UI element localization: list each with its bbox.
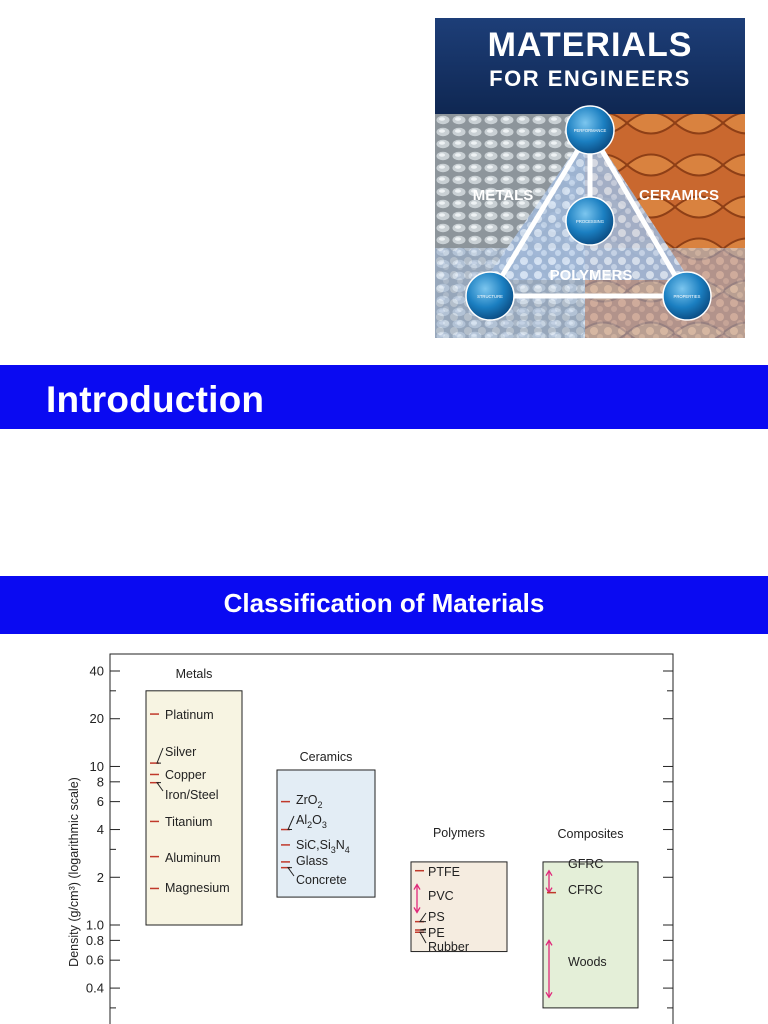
- group-title: Metals: [175, 667, 213, 681]
- classification-heading: Classification of Materials: [223, 588, 545, 618]
- material-label: PTFE: [428, 865, 460, 879]
- y-tick-label: 4: [96, 822, 104, 838]
- material-label: Glass: [296, 854, 328, 868]
- cover-ceramics-label: CERAMICS: [638, 187, 720, 204]
- material-label: PVC: [428, 889, 454, 903]
- material-label: Platinum: [165, 708, 214, 722]
- group-title: Ceramics: [299, 750, 353, 764]
- material-label: Titanium: [165, 815, 213, 829]
- cover-node-center-label: PROCESSING: [576, 219, 604, 224]
- group-ceramics: [277, 750, 375, 897]
- material-label: Woods: [568, 955, 607, 969]
- material-label: ZrO$_2$: [296, 793, 323, 810]
- group-polymers: [411, 826, 507, 954]
- y-tick-label: 20: [89, 711, 104, 727]
- y-tick-label: 0.6: [85, 952, 104, 968]
- material-label: Silver: [165, 745, 197, 759]
- y-tick-label: 6: [96, 794, 104, 810]
- y-tick-label: 0.4: [85, 980, 104, 996]
- cover-node-left-label: STRUCTURE: [477, 294, 503, 299]
- group-title: Polymers: [432, 826, 486, 840]
- y-tick-label: 40: [89, 663, 104, 679]
- cover-metals-label: METALS: [472, 187, 534, 204]
- material-label: Concrete: [296, 873, 347, 887]
- material-label: CFRC: [568, 883, 603, 897]
- material-label: PS: [428, 910, 445, 924]
- material-label: Aluminum: [165, 851, 221, 865]
- cover-node-top-label: PERFORMANCE: [573, 128, 607, 133]
- chart-groups: [146, 667, 638, 1008]
- material-label: Iron/Steel: [165, 788, 219, 802]
- cover-polymers-label: POLYMERS: [549, 267, 633, 284]
- cover-node-right-label: PROPERTIES: [673, 294, 701, 299]
- material-label: $Al_2O_3$: [296, 813, 327, 830]
- group-composites: [543, 827, 638, 1008]
- material-label: Copper: [165, 768, 206, 782]
- y-tick-label: 0.8: [85, 932, 104, 948]
- introduction-heading: Introduction: [46, 379, 265, 420]
- group-title: Composites: [557, 827, 624, 841]
- material-label: GFRC: [568, 857, 604, 871]
- group-metals: [146, 667, 242, 925]
- classification-banner: [0, 576, 768, 634]
- y-tick-label: 1.0: [85, 917, 104, 933]
- material-label: PE: [428, 926, 445, 940]
- material-label: Magnesium: [165, 881, 230, 895]
- material-label: Rubber: [428, 940, 469, 954]
- chart-y-axis-label: Density (g/cm³) (logarithmic scale): [67, 777, 81, 967]
- book-cover-image: [435, 18, 745, 338]
- y-tick-label: 10: [89, 758, 104, 774]
- cover-title-line1: MATERIALS: [487, 26, 693, 64]
- introduction-banner: [0, 365, 768, 429]
- y-tick-label: 2: [96, 869, 104, 885]
- density-chart: [0, 640, 768, 1024]
- y-tick-label: 8: [96, 774, 104, 790]
- material-label: $SiC,Si_3N_4$: [296, 838, 350, 855]
- cover-title-line2: FOR ENGINEERS: [489, 66, 691, 91]
